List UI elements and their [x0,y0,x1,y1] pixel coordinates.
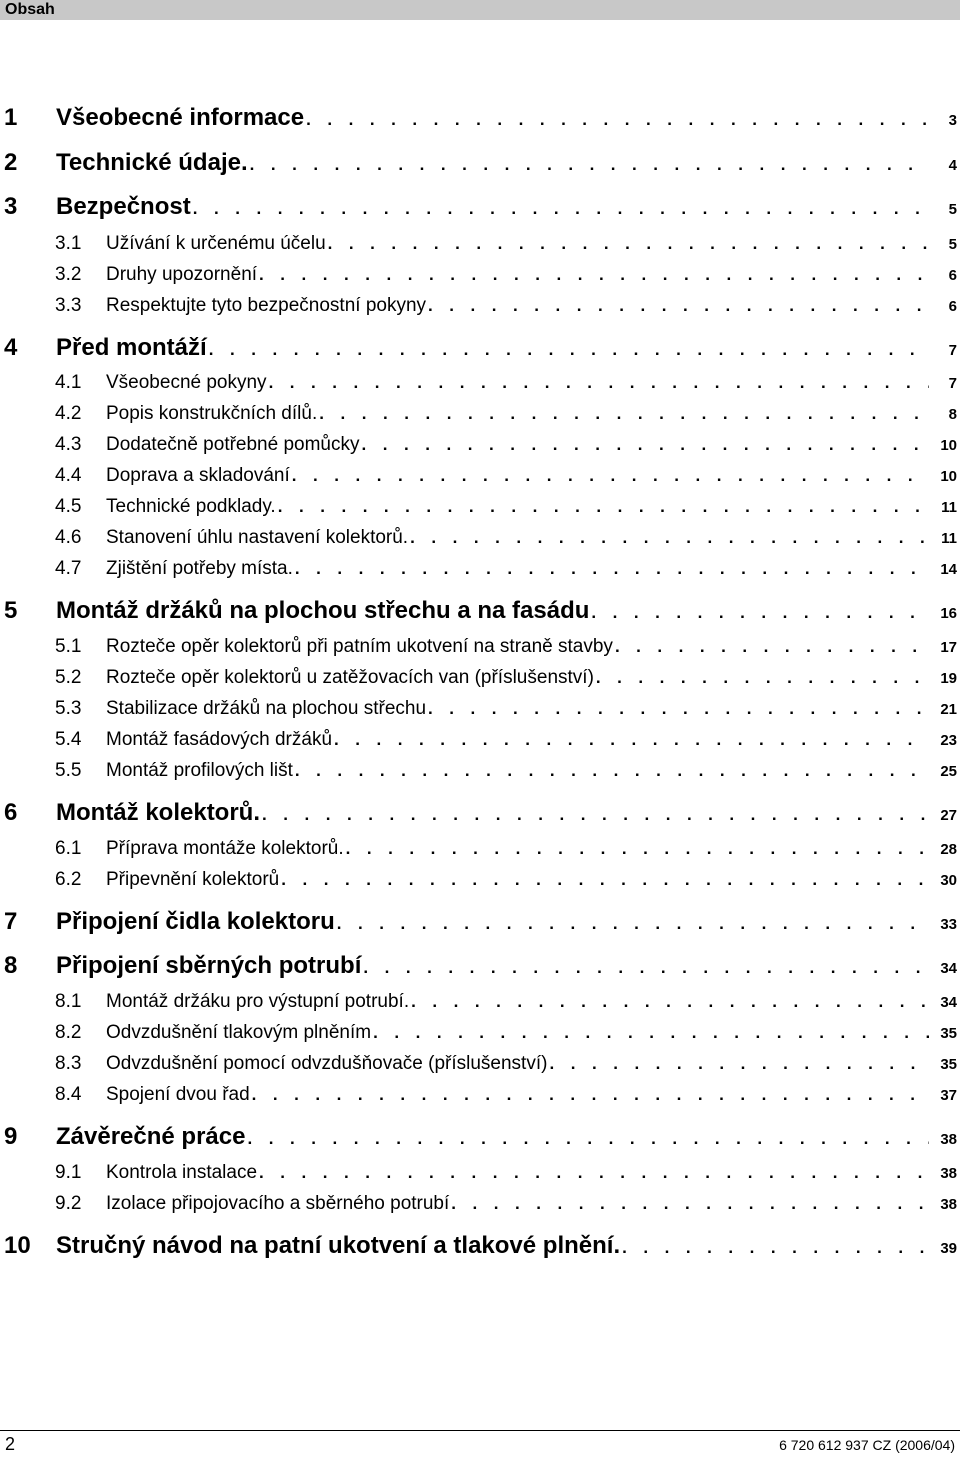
toc-section-entry[interactable] [0,233,957,255]
toc-dot-leader [281,870,929,890]
toc-section-entry[interactable] [0,838,957,860]
toc-entry-number: 4.6 [55,527,82,548]
toc-entry-page: 23 [940,732,957,749]
toc-entry-title: Bezpečnost [56,193,191,220]
toc-section-entry[interactable] [0,264,957,286]
toc-entry-number: 9.2 [55,1193,82,1214]
toc-dot-leader [292,466,929,486]
toc-entry-page: 17 [940,639,957,656]
toc-entry-number: 5.5 [55,760,82,781]
toc-entry-page: 33 [940,916,957,933]
toc-dot-leader [295,761,929,781]
toc-entry-number: 2 [4,149,18,176]
toc-section-entry[interactable] [0,698,957,720]
toc-entry-page: 5 [948,236,957,253]
toc-chapter-entry[interactable] [0,908,957,936]
toc-entry-number: 5 [4,597,18,624]
toc-entry-page: 34 [940,960,957,977]
toc-dot-leader [259,1163,929,1183]
toc-entry-page: 6 [948,267,957,284]
toc-entry-title: Zjištění potřeby místa. [106,558,293,579]
toc-dot-leader [622,1238,929,1258]
toc-entry-title: Doprava a skladování [106,465,290,486]
toc-entry-title: Všeobecné pokyny [106,372,267,393]
toc-chapter-entry[interactable] [0,799,957,827]
toc-entry-title: Připojení čidla kolektoru [56,908,335,935]
toc-dot-leader [209,340,929,360]
toc-entry-title: Technické podklady. [106,496,276,517]
toc-entry-page: 11 [941,530,957,547]
toc-chapter-entry[interactable] [0,193,957,221]
toc-dot-leader [549,1054,929,1074]
toc-entry-number: 4.7 [55,558,82,579]
toc-dot-leader [596,668,929,688]
toc-entry-number: 8.3 [55,1053,82,1074]
toc-section-entry[interactable] [0,434,957,456]
toc-entry-title: Všeobecné informace [56,104,305,131]
toc-entry-title: Druhy upozornění [106,264,258,285]
toc-section-entry[interactable] [0,991,957,1013]
toc-entry-number: 4.3 [55,434,82,455]
toc-entry-page: 14 [940,561,957,578]
toc-entry-page: 38 [940,1131,957,1148]
toc-dot-leader [428,699,929,719]
toc-entry-page: 27 [940,807,957,824]
toc-entry-title: Izolace připojovacího a sběrného potrubí [106,1193,450,1214]
toc-entry-title: Montáž kolektorů. [56,799,261,826]
toc-entry-number: 3.1 [55,233,82,254]
toc-chapter-entry[interactable] [0,149,957,177]
toc-entry-title: Montáž držáku pro výstupní potrubí. [106,991,410,1012]
toc-section-entry[interactable] [0,869,957,891]
toc-entry-title: Stabilizace držáků na plochou střechu [106,698,427,719]
toc-dot-leader [193,199,929,219]
toc-entry-title: Montáž profilových lišt [106,760,293,781]
toc-entry-title: Příprava montáže kolektorů. [106,838,344,859]
toc-entry-number: 3.3 [55,295,82,316]
toc-entry-number: 10 [4,1232,31,1259]
toc-entry-title: Technické údaje. [56,149,248,176]
toc-entry-title: Montáž fasádových držáků [106,729,333,750]
toc-entry-title: Montáž držáků na plochou střechu a na fasádu [56,597,590,624]
toc-entry-page: 5 [948,201,957,218]
toc-entry-page: 35 [940,1025,957,1042]
toc-entry-title: Dodatečně potřebné pomůcky [106,434,360,455]
toc-dot-leader [252,1085,929,1105]
toc-section-entry[interactable] [0,558,957,580]
toc-entry-page: 39 [940,1240,957,1257]
toc-entry-title: Stanovení úhlu nastavení kolektorů. [106,527,409,548]
toc-entry-page: 7 [948,375,957,392]
toc-entry-number: 8 [4,952,18,979]
toc-entry-page: 16 [940,605,957,622]
toc-dot-leader [410,528,929,548]
toc-section-entry[interactable] [0,496,957,518]
toc-dot-leader [262,805,929,825]
toc-entry-number: 8.1 [55,991,82,1012]
toc-section-entry[interactable] [0,667,957,689]
toc-section-entry[interactable] [0,372,957,394]
toc-section-entry[interactable] [0,1193,957,1215]
toc-chapter-entry[interactable] [0,104,957,132]
toc-entry-title: Kontrola instalace [106,1162,258,1183]
toc-entry-page: 28 [940,841,957,858]
toc-entry-page: 37 [940,1087,957,1104]
toc-dot-leader [278,497,929,517]
toc-section-entry[interactable] [0,729,957,751]
toc-entry-number: 4.1 [55,372,82,393]
toc-entry-title: Odvzdušnění tlakovým plněním [106,1022,372,1043]
toc-chapter-entry[interactable] [0,334,957,362]
toc-entry-number: 1 [4,104,18,131]
toc-dot-leader [334,730,929,750]
toc-entry-number: 5.3 [55,698,82,719]
footer-document-id: 6 720 612 937 CZ (2006/04) [779,1437,955,1453]
toc-entry-title: Stručný návod na patní ukotvení a tlakové plnění. [56,1232,621,1259]
toc-entry-number: 5.4 [55,729,82,750]
toc-entry-page: 7 [948,342,957,359]
toc-entry-number: 7 [4,908,18,935]
footer-page-number: 2 [5,1434,16,1454]
toc-entry-title: Rozteče opěr kolektorů u zatěžovacích van (příslušenství) [106,667,594,688]
toc-entry-title: Užívání k určenému účelu [106,233,326,254]
toc-dot-leader [269,373,929,393]
toc-section-entry[interactable] [0,760,957,782]
toc-entry-title: Odvzdušnění pomocí odvzdušňovače (příslušenství) [106,1053,548,1074]
toc-entry-page: 21 [940,701,957,718]
toc-entry-page: 35 [940,1056,957,1073]
toc-dot-leader [373,1023,929,1043]
toc-entry-title: Připevnění kolektorů [106,869,280,890]
toc-entry-number: 6 [4,799,18,826]
toc-section-entry[interactable] [0,527,957,549]
toc-entry-page: 38 [940,1196,957,1213]
toc-chapter-entry[interactable] [0,952,957,980]
toc-entry-number: 8.4 [55,1084,82,1105]
toc-entry-title: Závěrečné práce [56,1123,246,1150]
toc-entry-page: 3 [948,112,957,129]
toc-section-entry[interactable] [0,1162,957,1184]
toc-entry-title: Spojení dvou řad [106,1084,250,1105]
toc-entry-number: 4.2 [55,403,82,424]
toc-dot-leader [259,265,929,285]
toc-dot-leader [306,110,929,130]
toc-entry-page: 25 [940,763,957,780]
toc-dot-leader [451,1194,929,1214]
toc-section-entry[interactable] [0,1022,957,1044]
toc-entry-number: 4.4 [55,465,82,486]
toc-dot-leader [346,839,929,859]
toc-entry-number: 9 [4,1123,18,1150]
toc-entry-number: 3 [4,193,18,220]
toc-entry-number: 4 [4,334,18,361]
toc-entry-number: 5.1 [55,636,82,657]
toc-entry-number: 3.2 [55,264,82,285]
toc-entry-page: 19 [940,670,957,687]
toc-entry-number: 6.1 [55,838,82,859]
toc-dot-leader [362,435,930,455]
toc-entry-page: 8 [948,406,957,423]
toc-entry-title: Před montáží [56,334,207,361]
toc-entry-page: 30 [940,872,957,889]
toc-entry-title: Rozteče opěr kolektorů při patním ukotvení na straně stavby [106,636,613,657]
toc-chapter-entry[interactable] [0,1232,957,1260]
toc-entry-title: Připojení sběrných potrubí [56,952,362,979]
toc-section-entry[interactable] [0,465,957,487]
toc-entry-number: 8.2 [55,1022,82,1043]
toc-dot-leader [591,603,929,623]
toc-dot-leader [319,404,929,424]
page-title: Obsah [5,1,55,18]
toc-section-entry[interactable] [0,1084,957,1106]
toc-entry-title: Respektujte tyto bezpečnostní pokyny [106,295,427,316]
toc-dot-leader [428,296,929,316]
toc-section-entry[interactable] [0,295,957,317]
toc-section-entry[interactable] [0,403,957,425]
toc-section-entry[interactable] [0,1053,957,1075]
toc-chapter-entry[interactable] [0,1123,957,1151]
toc-entry-number: 9.1 [55,1162,82,1183]
toc-entry-page: 4 [948,157,957,174]
toc-dot-leader [363,958,929,978]
toc-chapter-entry[interactable] [0,597,957,625]
toc-entry-page: 10 [940,468,957,485]
toc-entry-page: 38 [940,1165,957,1182]
toc-entry-page: 10 [940,437,957,454]
toc-entry-page: 11 [941,499,957,516]
toc-entry-number: 5.2 [55,667,82,688]
toc-entry-page: 6 [948,298,957,315]
toc-dot-leader [247,1129,929,1149]
toc-dot-leader [337,914,929,934]
toc-dot-leader [250,155,929,175]
toc-dot-leader [328,234,929,254]
toc-dot-leader [615,637,929,657]
toc-entry-title: Popis konstrukčních dílů. [106,403,318,424]
toc-entry-page: 34 [940,994,957,1011]
toc-entry-number: 6.2 [55,869,82,890]
toc-section-entry[interactable] [0,636,957,658]
toc-dot-leader [411,992,929,1012]
footer-divider [0,1430,960,1431]
toc-dot-leader [295,559,929,579]
toc-entry-number: 4.5 [55,496,82,517]
